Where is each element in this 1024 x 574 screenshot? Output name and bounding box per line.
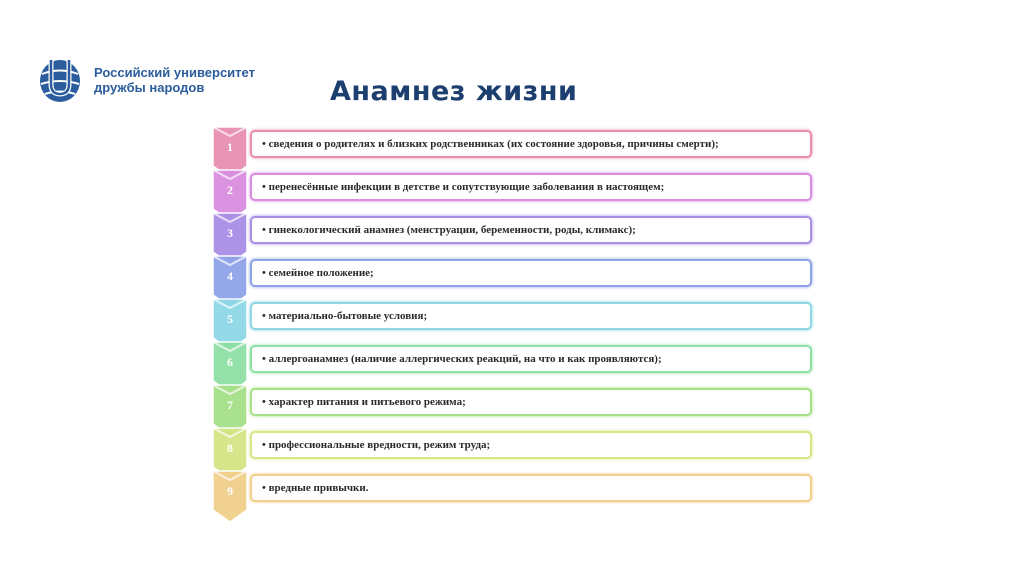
list-item-text: • гинекологический анамнез (менструации, беременности, роды, климакс); [262, 224, 636, 236]
step-number: 1 [227, 140, 233, 154]
list-item-text: • материально-бытовые условия; [262, 310, 428, 322]
list-item-text: • аллергоанамнез (наличие аллергических реакций, на что и как проявляются); [262, 353, 662, 365]
list-item-text: • семейное положение; [262, 267, 374, 279]
list-item [206, 255, 818, 297]
step-number: 6 [227, 355, 233, 369]
list-item [206, 470, 818, 512]
list-item [206, 169, 818, 211]
university-name [94, 65, 255, 95]
university-name-line1: Российский университет [94, 65, 255, 80]
list-item [206, 126, 818, 168]
step-number: 5 [227, 312, 233, 326]
step-number: 8 [227, 441, 233, 455]
list-item-box [250, 431, 812, 459]
list-item-box [250, 259, 812, 287]
step-number: 7 [227, 398, 233, 412]
step-number: 3 [227, 226, 233, 240]
slide-title: Анамнез жизни [330, 76, 578, 107]
list-item-box [250, 130, 812, 158]
list-item-box [250, 302, 812, 330]
step-number: 4 [227, 269, 233, 283]
list-item-text: • сведения о родителях и близких родственниках (их состояние здоровья, причины смерти); [262, 138, 719, 150]
list-item-box [250, 388, 812, 416]
step-number: 9 [227, 484, 233, 498]
list-item [206, 298, 818, 340]
university-logo [32, 54, 255, 106]
list-item-box [250, 173, 812, 201]
list-item-box [250, 345, 812, 373]
list-item-box [250, 474, 812, 502]
list-item-text: • характер питания и питьевого режима; [262, 396, 466, 408]
university-emblem-icon [32, 54, 88, 106]
list-item-text: • профессиональные вредности, режим труда; [262, 439, 491, 451]
list-item-text: • перенесённые инфекции в детстве и сопутствующие заболевания в настоящем; [262, 181, 665, 193]
list-item [206, 427, 818, 469]
list-item [206, 384, 818, 426]
list-item-box [250, 216, 812, 244]
university-name-line2: дружбы народов [94, 80, 205, 95]
list-item [206, 212, 818, 254]
list-item-text: • вредные привычки. [262, 482, 369, 494]
list-item [206, 341, 818, 383]
step-number: 2 [227, 183, 233, 197]
